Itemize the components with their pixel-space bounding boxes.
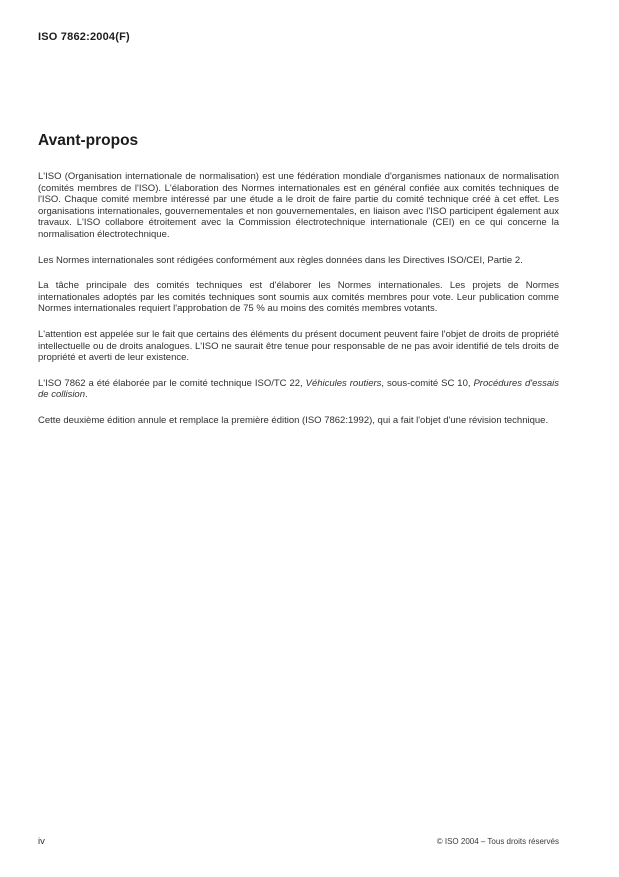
paragraph-deuxieme-edition: Cette deuxième édition annule et remplace la première édition (ISO 7862:1992), qui a fait l'objet d'une révision technique. [38,414,549,426]
footer-copyright: © ISO 2004 – Tous droits réservés [436,837,559,846]
p5-text-3: . [85,389,88,401]
paragraph-comite-technique-tc22 [38,378,559,401]
footer-page-number: iv [38,836,45,847]
document-body [38,132,559,441]
paragraph-iso-federation: L'ISO (Organisation internationale de normalisation) est une fédération mondiale d'organismes nationaux de normalisation (comités membres de l'ISO). L'élaboration des Normes internationales est en général confiée aux comités techniques de l'ISO. Chaque comité membre intéressé par une étude a le droit de faire partie du comité technique créé à cet effet. Les organisations internationales, gouvernementales et non gouvernementales, en liaison avec l'ISO participent également aux travaux. L'ISO collabore étroitement avec la Commission électrotechnique internationale (CEI) en ce qui concerne la normalisation électrotechnique. [38,171,559,240]
page-title: Avant-propos [38,132,139,149]
p5-italic-procedures-essais: Procédures d'essais de collision [38,377,560,401]
document-reference-header: ISO 7862:2004(F) [38,31,130,43]
p5-text-2: , sous-comité SC 10, [381,377,474,389]
p5-text-1: L'ISO 7862 a été élaborée par le comité technique ISO/TC 22, [38,377,306,389]
p5-italic-vehicules-routiers: Véhicules routiers [305,377,382,389]
paragraph-comites-techniques: La tâche principale des comités techniques est d'élaborer les Normes internationales. Les projets de Normes internationales adoptés par les comités techniques sont soumis aux comités membres pour vote. Leur publication comme Normes internationales requiert l'approbation de 75 % au moins des comités membres votants. [38,280,559,315]
page-footer [38,836,559,847]
paragraph-propriete-intellectuelle: L'attention est appelée sur le fait que certains des éléments du présent document peuvent faire l'objet de droits de propriété intellectuelle ou de droits analogues. L'ISO ne saurait être tenue pour responsable de ne pas avoir identifié de tels droits de propriété et averti de leur existence. [38,328,559,364]
paragraph-directives: Les Normes internationales sont rédigées conformément aux règles données dans les Directives ISO/CEI, Partie 2. [38,254,523,266]
